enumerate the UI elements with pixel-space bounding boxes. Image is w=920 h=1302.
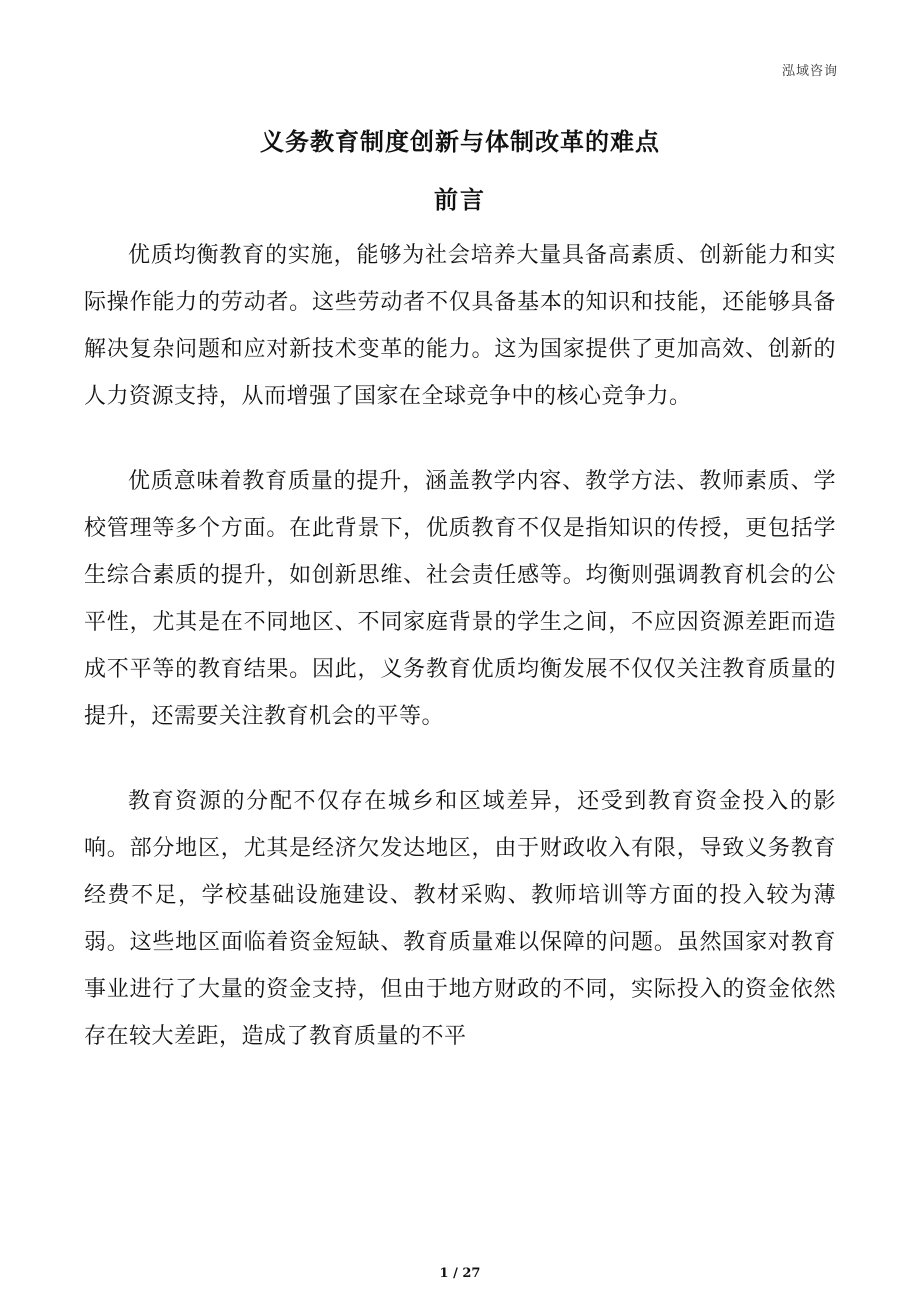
document-title: 义务教育制度创新与体制改革的难点 xyxy=(260,128,660,156)
section-heading: 前言 xyxy=(434,186,486,214)
paragraph-3: 教育资源的分配不仅存在城乡和区域差异，还受到教育资金投入的影响。部分地区，尤其是经济欠发达地区，由于财政收入有限，导致义务教育经费不足，学校基础设施建设、教材采购、教师培训等方面的投入较为薄弱。这些地区面临着资金短缺、教育质量难以保障的问题。虽然国家对教育事业进行了大量的资金支持，但由于地方财政的不同，实际投入的资金依然存在较大差距，造成了教育质量的不平 xyxy=(84,789,836,1049)
paragraph-1: 优质均衡教育的实施，能够为社会培养大量具备高素质、创新能力和实际操作能力的劳动者。这些劳动者不仅具备基本的知识和技能，还能够具备解决复杂问题和应对新技术变革的能力。这为国家提供了更加高效、创新的人力资源支持，从而增强了国家在全球竞争中的核心竞争力。 xyxy=(84,243,836,409)
document-body xyxy=(84,232,836,1098)
company-header: 泓域咨询 xyxy=(781,64,838,79)
paragraph-2: 优质意味着教育质量的提升，涵盖教学内容、教学方法、教师素质、学校管理等多个方面。在此背景下，优质教育不仅是指知识的传授，更包括学生综合素质的提升，如创新思维、社会责任感等。均衡则强调教育机会的公平性，尤其是在不同地区、不同家庭背景的学生之间，不应因资源差距而造成不平等的教育结果。因此，义务教育优质均衡发展不仅仅关注教育质量的提升，还需要关注教育机会的平等。 xyxy=(84,469,836,729)
page-number: 1 / 27 xyxy=(439,1266,481,1281)
